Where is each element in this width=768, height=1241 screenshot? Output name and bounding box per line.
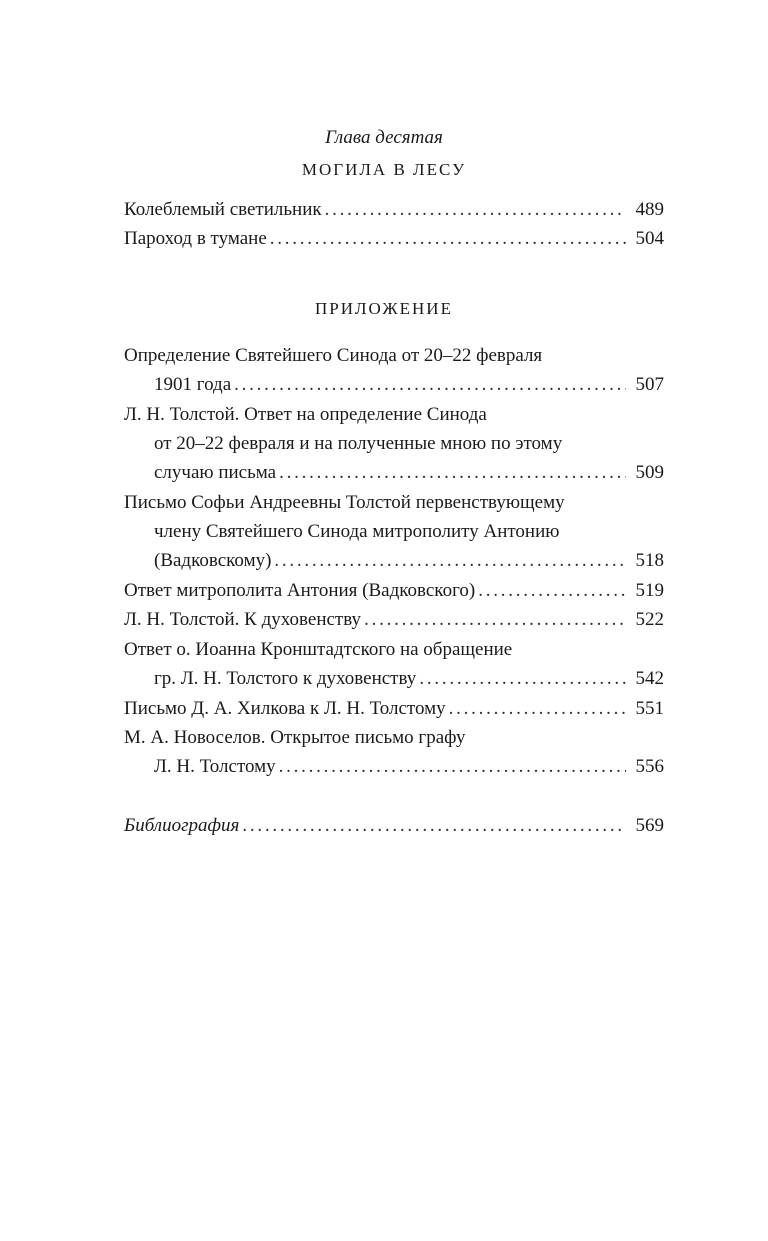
toc-entry[interactable] [124, 812, 664, 840]
toc-entry-line[interactable]: М. А. Новоселов. Открытое письмо графу [124, 727, 466, 748]
chapter-label: Глава десятая [325, 127, 443, 148]
toc-entry-line[interactable] [154, 459, 664, 487]
toc-entry-line[interactable]: Определение Святейшего Синода от 20–22 февраля [124, 345, 543, 366]
entry-page: 489 [635, 199, 664, 220]
toc-entry-line[interactable]: от 20–22 февраля и на полученные мною по этому [154, 433, 563, 454]
toc-entry[interactable] [124, 225, 664, 253]
entry-page: 519 [635, 580, 664, 601]
entry-title: Колеблемый светильник [124, 199, 322, 220]
toc-entry-line[interactable]: Ответ о. Иоанна Кронштадтского на обращение [124, 639, 513, 660]
chapter-title: МОГИЛА В ЛЕСУ [301, 160, 467, 179]
toc-entry-line[interactable]: Письмо Софьи Андреевны Толстой первенствующему [124, 492, 565, 513]
toc-entry-line[interactable]: члену Святейшего Синода митрополиту Антонию [154, 521, 560, 542]
entry-page: 542 [635, 668, 664, 689]
entry-page: 551 [635, 698, 664, 719]
leader-dots [325, 196, 626, 224]
toc-entry-line[interactable] [154, 665, 664, 693]
toc-entry-line[interactable] [154, 371, 664, 399]
entry-title: (Вадковскому) [154, 550, 272, 571]
toc-entry[interactable] [124, 196, 664, 224]
entry-page: 569 [635, 815, 664, 836]
entry-page: 509 [635, 462, 664, 483]
appendix-title: ПРИЛОЖЕНИЕ [315, 299, 453, 318]
entry-title: Пароход в тумане [124, 228, 267, 249]
entry-page: 556 [635, 756, 664, 777]
entry-page: 504 [635, 228, 664, 249]
entry-page: 518 [635, 550, 664, 571]
leader-dots [279, 459, 626, 487]
leader-dots [364, 606, 626, 634]
entry-title: Письмо Д. А. Хилкова к Л. Н. Толстому [124, 698, 446, 719]
leader-dots [449, 695, 626, 723]
entry-page: 522 [635, 609, 664, 630]
leader-dots [419, 665, 626, 693]
toc-entry[interactable] [124, 577, 664, 605]
entry-title: Библиография [124, 815, 240, 836]
entry-page: 507 [635, 374, 664, 395]
leader-dots [270, 225, 626, 253]
toc-entry-line[interactable] [154, 753, 664, 781]
leader-dots [242, 812, 626, 840]
leader-dots [234, 371, 626, 399]
entry-title: случаю письма [154, 462, 277, 483]
leader-dots [274, 547, 626, 575]
entry-title: гр. Л. Н. Толстого к духовенству [154, 668, 417, 689]
entry-title: Л. Н. Толстой. К духовенству [124, 609, 362, 630]
toc-entry-line[interactable] [154, 547, 664, 575]
entry-title: Ответ митрополита Антония (Вадковского) [124, 580, 476, 601]
entry-title: 1901 года [154, 374, 232, 395]
toc-entry[interactable] [124, 695, 664, 723]
toc-entry-line[interactable]: Л. Н. Толстой. Ответ на определение Синода [124, 404, 487, 425]
leader-dots [279, 753, 626, 781]
leader-dots [478, 577, 626, 605]
entry-title: Л. Н. Толстому [154, 756, 276, 777]
toc-entry[interactable] [124, 606, 664, 634]
